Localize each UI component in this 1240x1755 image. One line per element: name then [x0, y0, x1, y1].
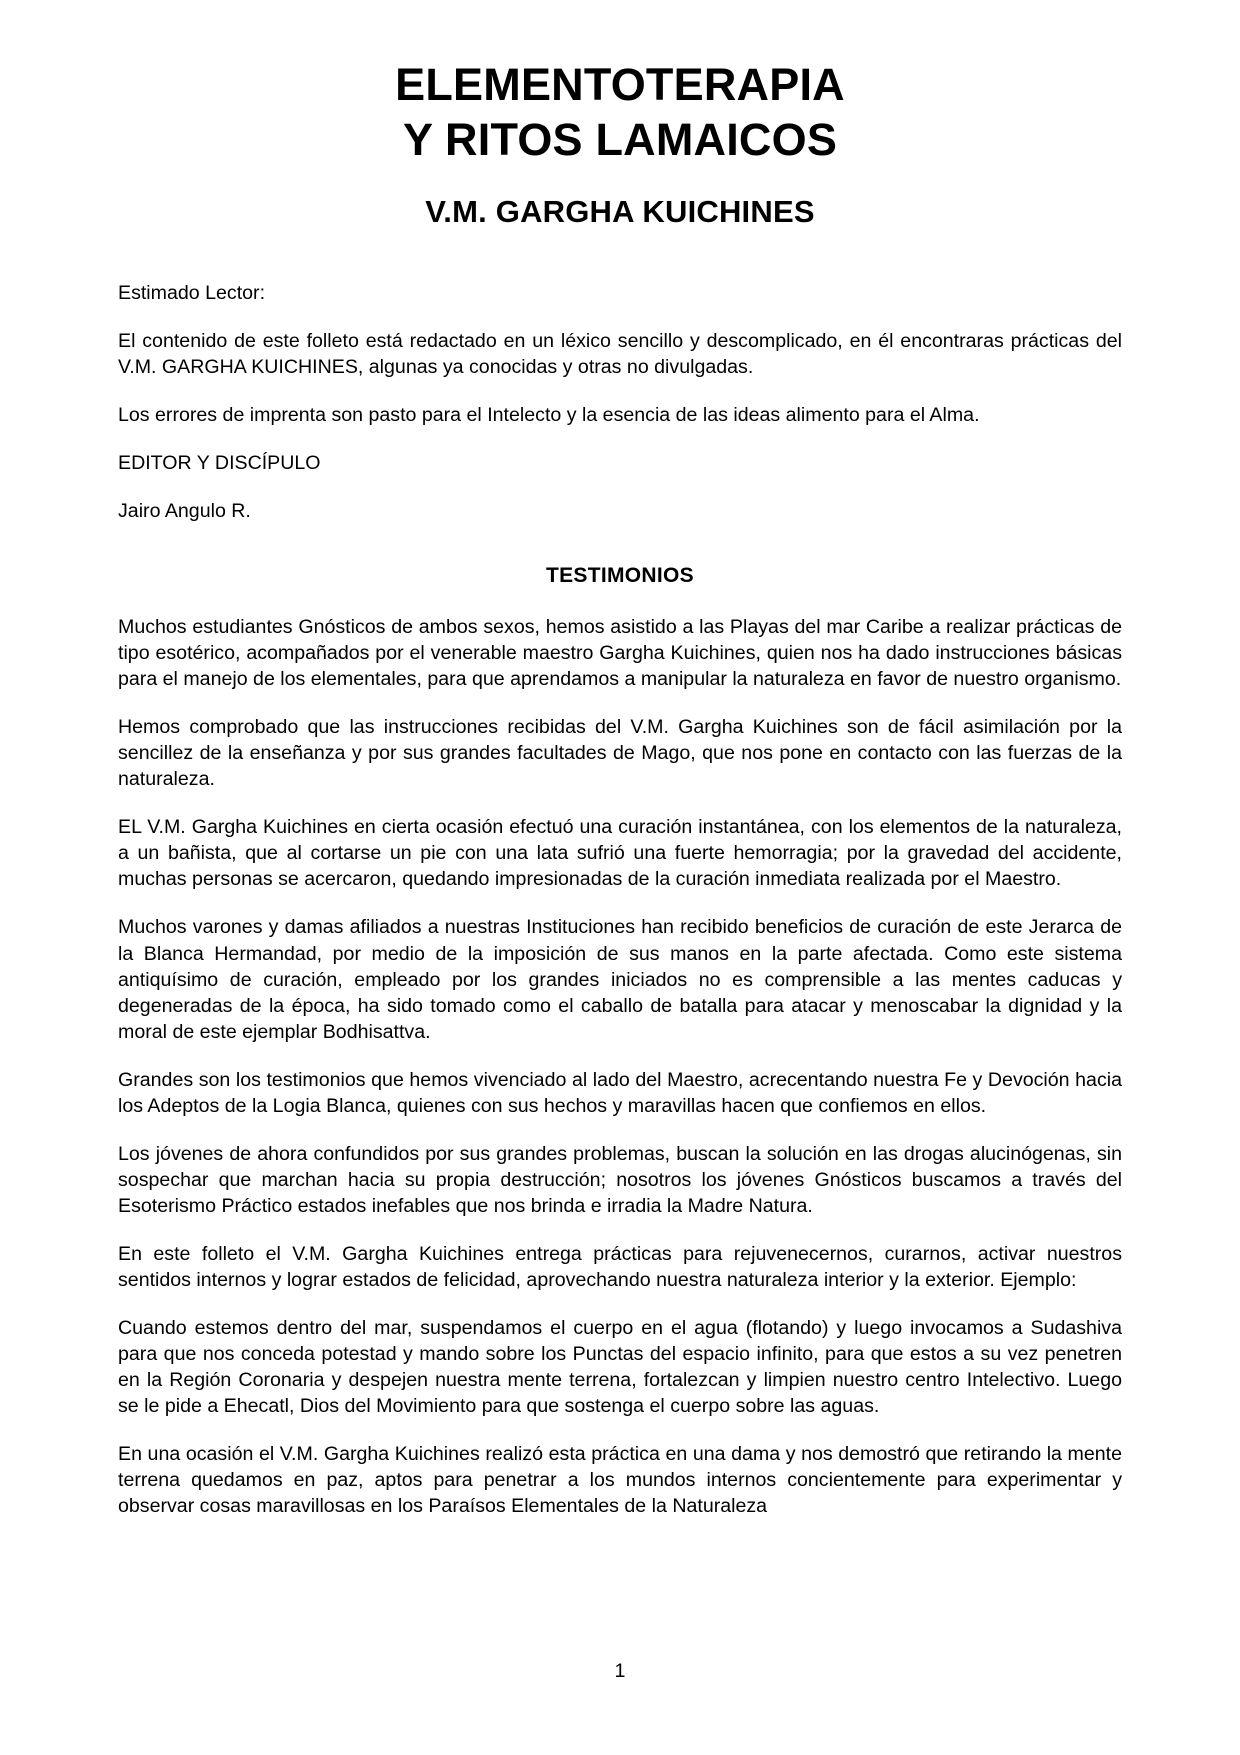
testimonio-paragraph-3: EL V.M. Gargha Kuichines en cierta ocasión efectuó una curación instantánea, con los elementos de la naturaleza, a un bañista, que al cortarse un pie con una lata sufrió una fuerte hemorragia; por la gravedad del accidente, muchas personas se acercaron, quedando impresionadas de la curación inmediata realizada por el Maestro. — [118, 816, 1122, 891]
testimonio-paragraph-5: Grandes son los testimonios que hemos vivenciado al lado del Maestro, acrecentando nuestra Fe y Devoción hacia los Adeptos de la Logia Blanca, quienes con sus hechos y maravillas hacen que confiemos en ellos. — [118, 1068, 1122, 1117]
page-title-line-1: ELEMENTOTERAPIA — [395, 59, 845, 110]
intro-paragraph-2: Los errores de imprenta son pasto para el Intelecto y la esencia de las ideas alimento para el Alma. — [118, 403, 980, 426]
testimonio-paragraph-1: Muchos estudiantes Gnósticos de ambos sexos, hemos asistido a las Playas del mar Caribe a realizar prácticas de tipo esotérico, acompañados por el venerable maestro Gargha Kuichines, quien nos ha dado instrucciones básicas para el manejo de los elementales, para que aprendamos a manipular la naturaleza en favor de nuestro organismo. — [118, 616, 1122, 691]
page-subtitle: V.M. GARGHA KUICHINES — [425, 193, 815, 229]
editor-label: EDITOR Y DISCÍPULO — [118, 451, 321, 474]
intro-paragraph-1: El contenido de este folleto está redactado en un léxico sencillo y descomplicado, en él encontraras prácticas del V.M. GARGHA KUICHINES, algunas ya conocidas y otras no divulgadas. — [118, 329, 1122, 378]
testimonio-paragraph-6: Los jóvenes de ahora confundidos por sus grandes problemas, buscan la solución en las drogas alucinógenas, sin sospechar que marchan hacia su propia destrucción; nosotros los jóvenes Gnósticos buscamos a través del Esoterismo Práctico estados inefables que nos brinda e irradia la Madre Natura. — [118, 1142, 1122, 1217]
testimonio-paragraph-9: En una ocasión el V.M. Gargha Kuichines realizó esta práctica en una dama y nos demostró que retirando la mente terrena quedamos en paz, aptos para penetrar a los mundos internos concientemente para experimentar y observar cosas maravillosas en los Paraísos Elementales de la Naturaleza — [118, 1443, 1122, 1518]
testimonio-paragraph-7: En este folleto el V.M. Gargha Kuichines entrega prácticas para rejuvenecernos, curarnos, activar nuestros sentidos internos y lograr estados de felicidad, aprovechando nuestra naturaleza interior y la exterior. Ejemplo: — [118, 1242, 1122, 1291]
section-heading-testimonios: TESTIMONIOS — [546, 564, 694, 588]
page-number: 1 — [614, 1660, 626, 1682]
testimonio-paragraph-2: Hemos comprobado que las instrucciones recibidas del V.M. Gargha Kuichines son de fácil asimilación por la sencillez de la enseñanza y por sus grandes facultades de Mago, que nos pone en contacto con las fuerzas de la naturaleza. — [118, 716, 1122, 791]
testimonio-paragraph-4: Muchos varones y damas afiliados a nuestras Instituciones han recibido beneficios de curación de este Jerarca de la Blanca Hermandad, por medio de la imposición de sus manos en la parte afectada. Como este sistema antiquísimo de curación, empleado por los grandes iniciados no es comprensible a las mentes caducas y degeneradas de la época, ha sido tomado como el caballo de batalla para atacar y menoscabar la dignidad y la moral de este ejemplar Bodhisattva. — [118, 916, 1122, 1043]
testimonio-paragraph-8: Cuando estemos dentro del mar, suspendamos el cuerpo en el agua (flotando) y luego invocamos a Sudashiva para que nos conceda potestad y mando sobre los Punctas del espacio infinito, para que estos a su vez penetren en la Región Coronaria y despejen nuestra mente terrena, fortalezcan y limpien nuestro centro Intelectivo. Luego se le pide a Ehecatl, Dios del Movimiento para que sostenga el cuerpo sobre las aguas. — [118, 1317, 1122, 1418]
document-body — [118, 280, 1122, 1520]
page-title — [118, 58, 1122, 168]
page-title-line-2: Y RITOS LAMAICOS — [402, 113, 838, 165]
editor-name: Jairo Angulo R. — [118, 500, 251, 523]
salutation: Estimado Lector: — [118, 281, 266, 304]
